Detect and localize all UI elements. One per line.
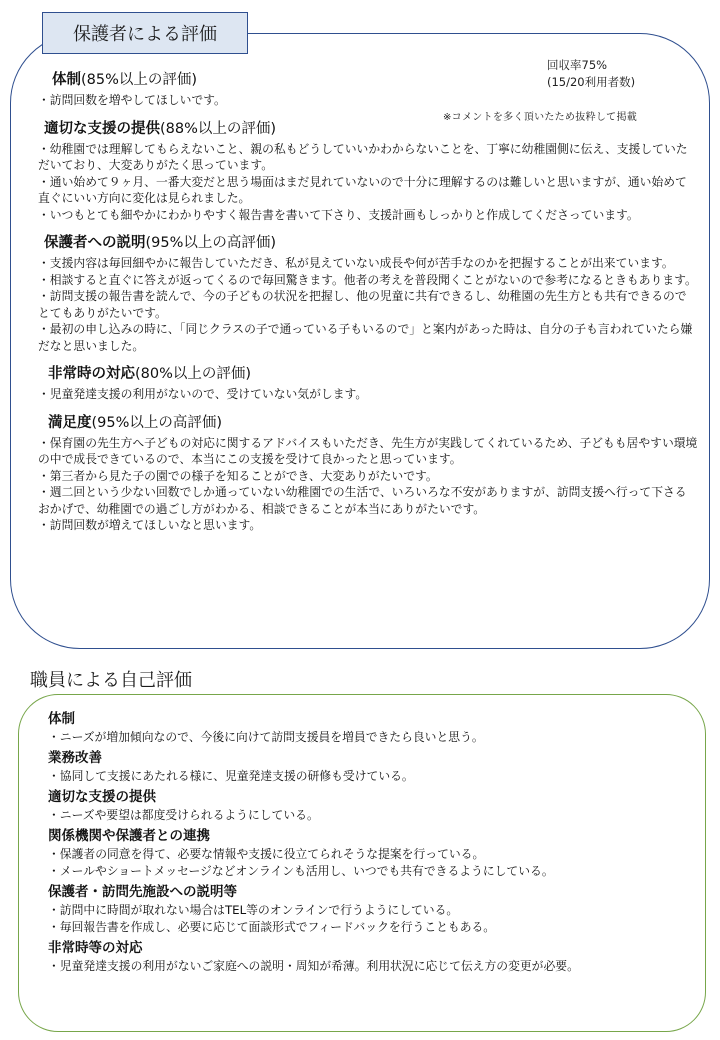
section-heading: 保護者・訪問先施設への説明等 xyxy=(48,884,237,900)
staff-section-structure xyxy=(48,710,688,746)
section-heading-rating: (88%以上の評価) xyxy=(160,120,277,137)
comment-item: ・訪問回数が増えてほしいなと思います。 xyxy=(38,518,262,532)
staff-section-cooperation xyxy=(48,827,688,880)
section-items xyxy=(38,435,698,534)
section-heading xyxy=(44,119,698,139)
guardian-sections xyxy=(38,70,698,534)
section-heading-rating: (95%以上の高評価) xyxy=(145,235,277,251)
section-heading-rating: (95%以上の高評価) xyxy=(91,414,223,431)
section-heading-title: 満足度 xyxy=(48,414,92,431)
section-heading xyxy=(52,70,698,90)
section-heading xyxy=(48,364,698,384)
guardian-section-appropriate-support xyxy=(38,119,698,224)
comment-item: ・最初の申し込みの時に、「同じクラスの子で通っている子もいるので」と案内があった時は、自分の子も言われていたら嫌だなと思いました。 xyxy=(38,322,693,353)
section-items xyxy=(38,386,698,403)
collection-rate-percent: 回収率75% xyxy=(547,58,608,72)
staff-section-appropriate-support xyxy=(48,788,688,824)
section-heading: 体制 xyxy=(48,711,75,727)
section-items xyxy=(48,846,688,880)
staff-sections xyxy=(48,710,688,978)
section-heading: 非常時等の対応 xyxy=(48,940,143,956)
section-heading: 関係機関や保護者との連携 xyxy=(48,828,210,844)
section-items xyxy=(48,729,688,746)
comment-item: ・通い始めて９ヶ月、一番大変だと思う場面はまだ見れていないので十分に理解するのは難しいと思いますが、通い始めて直ぐにいい方向に変化は見られました。 xyxy=(38,174,687,205)
comment-item: ・相談すると直ぐに答えが返ってくるので毎回驚きます。他者の考えを普段聞くことがないので参考になるときもあります。 xyxy=(38,272,697,287)
comment-item: ・訪問支援の報告書を読んで、今の子どもの状況を把握し、他の児童に共有できるし、幼稚園の先生方とも共有できるのでとてもありがたいです。 xyxy=(38,289,687,320)
section-heading-title: 非常時の対応 xyxy=(48,366,135,382)
comment-item: ・訪問回数を増やしてほしいです。 xyxy=(38,93,226,107)
staff-section-improvement xyxy=(48,749,688,785)
staff-section-explanation xyxy=(48,883,688,936)
section-heading xyxy=(48,413,698,433)
section-items xyxy=(38,255,698,354)
comment-item: ・訪問中に時間が取れない場合はTEL等のオンラインで行うようにしている。 xyxy=(48,903,459,917)
comment-item: ・ニーズや要望は都度受けられるようにしている。 xyxy=(48,808,319,822)
comment-item: ・週二回という少ない回数でしか通っていない幼稚園での生活で、いろいろな不安がありますが、訪問支援へ行って下さるおかげで、幼稚園での過ごし方がわかる、相談できることが本当にありがたいです。 xyxy=(38,485,687,516)
comment-item: ・毎回報告書を作成し、必要に応じて面談形式でフィードバックを行うこともある。 xyxy=(48,920,496,934)
excerpt-note: ※コメントを多く頂いたため抜粋して掲載 xyxy=(443,112,638,123)
comment-item: ・第三者から見た子の園での様子を知ることができ、大変ありがたいです。 xyxy=(38,468,438,483)
section-items xyxy=(48,902,688,936)
section-items xyxy=(38,92,698,109)
guardian-section-emergency xyxy=(38,364,698,403)
section-heading-title: 体制 xyxy=(52,72,81,88)
comment-item: ・ニーズが増加傾向なので、今後に向けて訪問支援員を増員できたら良いと思う。 xyxy=(48,730,484,744)
guardian-section-structure xyxy=(38,70,698,109)
section-heading xyxy=(44,233,698,253)
guardian-section-explanation xyxy=(38,233,698,354)
section-heading-rating: (85%以上の評価) xyxy=(81,72,198,88)
comment-item: ・保育園の先生方へ子どもの対応に関するアドバイスもいただき、先生方が実践してくれているため、子どもも居やすい環境の中で成長できているので、本当にこの支援を受けて良かったと思っています。 xyxy=(38,435,698,466)
section-items xyxy=(48,768,688,785)
comment-item: ・支援内容は毎回細やかに報告していただき、私が見えていない成長や何が苦手なのかを把握することが出来ています。 xyxy=(38,256,674,270)
staff-evaluation-title: 職員による自己評価 xyxy=(30,670,192,691)
section-items xyxy=(38,141,698,224)
section-items xyxy=(48,807,688,824)
guardian-evaluation-title: 保護者による評価 xyxy=(42,12,248,54)
section-heading-rating: (80%以上の評価) xyxy=(135,366,252,382)
section-heading-title: 保護者への説明 xyxy=(44,235,146,251)
staff-section-emergency xyxy=(48,939,688,975)
comment-item: ・児童発達支援の利用がないので、受けていない気がします。 xyxy=(38,387,368,401)
comment-item: ・いつもとても細やかにわかりやすく報告書を書いて下さり、支援計画もしっかりと作成してくださっています。 xyxy=(38,207,639,222)
comment-item: ・メールやショートメッセージなどオンラインも活用し、いつでも共有できるようにしている。 xyxy=(48,864,554,878)
comment-item: ・保護者の同意を得て、必要な情報や支援に役立てられそうな提案を行っている。 xyxy=(48,847,485,861)
section-heading: 適切な支援の提供 xyxy=(48,789,156,805)
section-items xyxy=(48,958,688,975)
collection-rate-count: (15/20利用者数) xyxy=(547,75,636,89)
comment-item: ・幼稚園では理解してもらえないこと、親の私もどうしていいかわからないことを、丁寧に幼稚園側に伝え、支援していただいており、大変ありがたく思っています。 xyxy=(38,141,688,172)
comment-item: ・児童発達支援の利用がないご家庭への説明・周知が希薄。利用状況に応じて伝え方の変更が必要。 xyxy=(48,959,579,973)
guardian-section-satisfaction xyxy=(38,413,698,534)
section-heading: 業務改善 xyxy=(48,750,102,766)
comment-item: ・協同して支援にあたれる様に、児童発達支援の研修も受けている。 xyxy=(48,769,414,783)
section-heading-title: 適切な支援の提供 xyxy=(44,120,160,137)
